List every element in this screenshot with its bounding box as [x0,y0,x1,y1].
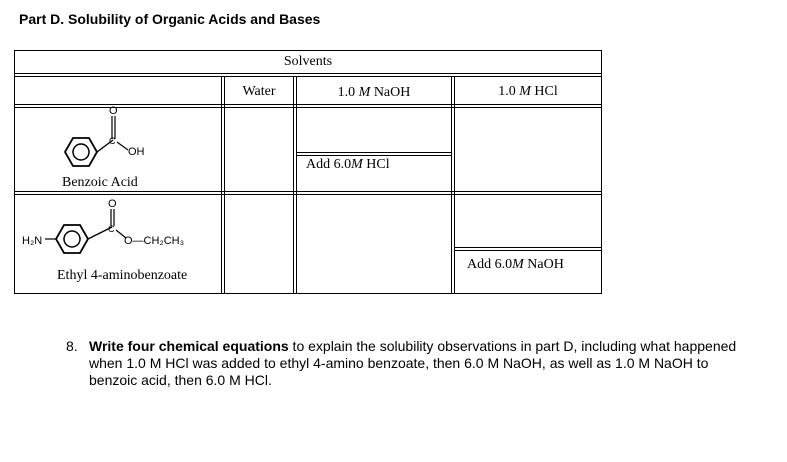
question-text: to explain the solubility observations in part D, including what happened when 1.0 M HCl was added to ethyl 4-amino benzoate, then 6.0 M NaOH, as well as 1.0 M NaOH to benzoic acid, then 6.0 M HCl. [89,338,737,388]
add-naoh-note: Add 6.0M NaOH [467,257,564,272]
benzoic-acid-structure [55,104,165,174]
add-hcl-note: Add 6.0M HCl [306,157,390,172]
benzoic-oxygen-label: O [109,105,118,117]
question-number: 8. [66,338,78,354]
benzoic-carbon-label: C [109,136,116,146]
solvents-header: Solvents [283,54,333,69]
page-title: Part D. Solubility of Organic Acids and Bases [19,11,321,27]
ethyl-ester-label: O—CH₂CH₃ [124,235,185,247]
ethyl-oxygen-label: O [108,198,117,210]
ethyl-aminobenzoate-structure [20,196,220,258]
question-bold: Write four chemical equations [89,338,289,354]
benzoic-acid-name: Benzoic Acid [62,175,138,190]
ethyl-carbon-label: C [108,224,115,234]
ethyl-aminobenzoate-name: Ethyl 4-aminobenzoate [57,268,188,283]
col-header-water: Water [242,84,276,99]
col-header-hcl: 1.0 M HCl [498,84,558,99]
ethyl-h2n-label: H₂N [22,235,43,247]
benzoic-oh-label: OH [128,146,145,158]
col-header-naoh: 1.0 M NaOH [337,85,411,100]
question-8 [66,338,746,389]
